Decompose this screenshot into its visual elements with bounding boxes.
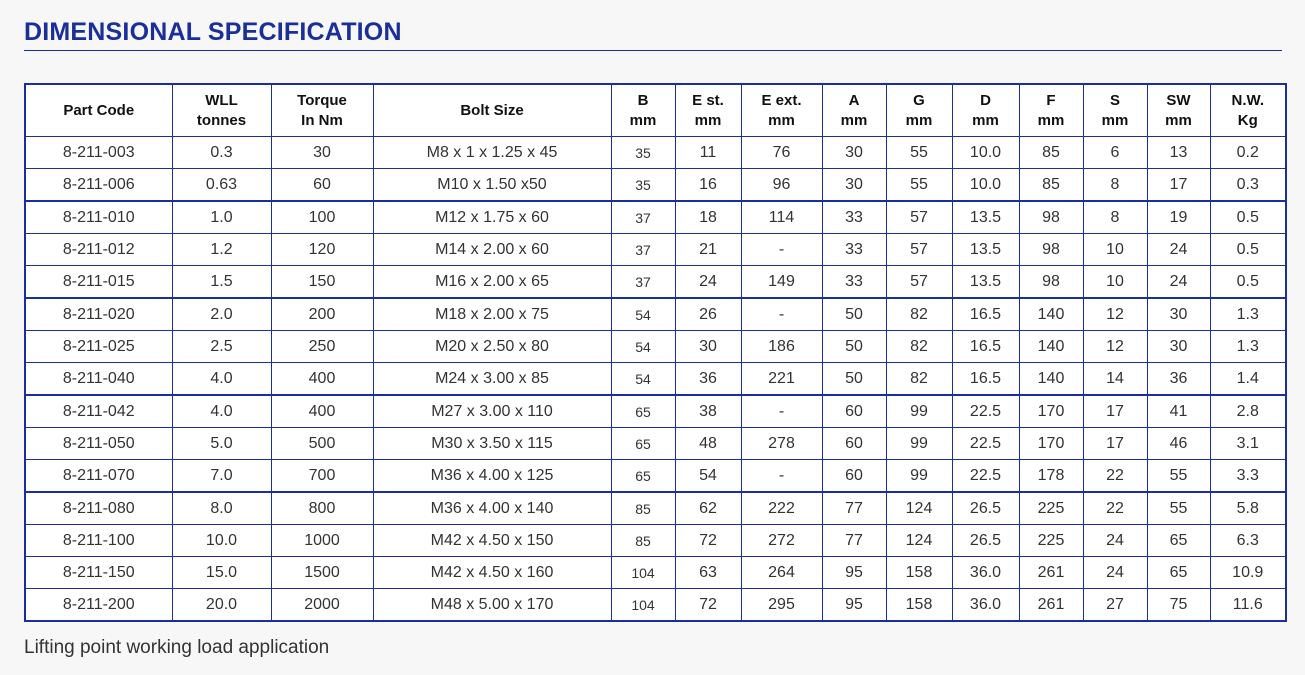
table-cell: 10.0 xyxy=(952,169,1019,202)
table-cell: 700 xyxy=(271,460,373,493)
table-cell: 10.0 xyxy=(172,525,271,557)
table-cell: 10.9 xyxy=(1210,557,1286,589)
table-cell: 13.5 xyxy=(952,234,1019,266)
table-cell: 124 xyxy=(886,525,952,557)
table-cell: 76 xyxy=(741,137,822,169)
column-header-label: Torque xyxy=(297,91,347,109)
table-cell: 8-211-012 xyxy=(25,234,172,266)
table-cell: 1000 xyxy=(271,525,373,557)
table-cell: - xyxy=(741,460,822,493)
column-header-label: S xyxy=(1109,91,1120,109)
column-header xyxy=(611,84,675,137)
column-header-unit: mm xyxy=(972,111,999,129)
table-cell: 8-211-100 xyxy=(25,525,172,557)
column-header-label: SW xyxy=(1166,91,1191,109)
table-cell: 149 xyxy=(741,266,822,299)
table-cell: 85 xyxy=(611,525,675,557)
column-header-label: A xyxy=(848,91,860,109)
table-cell: 124 xyxy=(886,492,952,525)
table-cell: 8 xyxy=(1083,201,1147,234)
table-cell: 225 xyxy=(1019,525,1083,557)
table-cell: 26.5 xyxy=(952,492,1019,525)
table-cell: 85 xyxy=(1019,137,1083,169)
table-cell: 104 xyxy=(611,589,675,622)
table-cell: M36 x 4.00 x 125 xyxy=(373,460,611,493)
table-cell: M8 x 1 x 1.25 x 45 xyxy=(373,137,611,169)
table-cell: 17 xyxy=(1083,395,1147,428)
table-cell: 19 xyxy=(1147,201,1210,234)
table-cell: 140 xyxy=(1019,363,1083,396)
table-cell: 186 xyxy=(741,331,822,363)
column-header-label: N.W. xyxy=(1231,91,1264,109)
table-cell: M18 x 2.00 x 75 xyxy=(373,298,611,331)
column-header-label: E ext. xyxy=(761,91,802,109)
table-cell: 65 xyxy=(611,460,675,493)
column-header-unit: mm xyxy=(694,111,722,129)
table-cell: 16.5 xyxy=(952,298,1019,331)
table-cell: 85 xyxy=(611,492,675,525)
table-cell: 104 xyxy=(611,557,675,589)
table-cell: 2.5 xyxy=(172,331,271,363)
column-header xyxy=(741,84,822,137)
title-divider xyxy=(24,50,1282,51)
table-cell: 54 xyxy=(675,460,741,493)
column-header-unit: Kg xyxy=(1237,111,1258,129)
column-header-label: Part Code xyxy=(63,101,135,119)
table-cell: - xyxy=(741,395,822,428)
table-cell: M30 x 3.50 x 115 xyxy=(373,428,611,460)
table-cell: 24 xyxy=(675,266,741,299)
table-cell: 8-211-010 xyxy=(25,201,172,234)
table-cell: 150 xyxy=(271,266,373,299)
table-cell: 30 xyxy=(271,137,373,169)
table-row xyxy=(25,460,1286,493)
table-cell: 72 xyxy=(675,525,741,557)
column-header-label: G xyxy=(913,91,925,109)
table-cell: 261 xyxy=(1019,557,1083,589)
column-header xyxy=(373,84,611,137)
table-cell: 33 xyxy=(822,201,886,234)
table-cell: 22.5 xyxy=(952,428,1019,460)
table-cell: 10 xyxy=(1083,266,1147,299)
column-header xyxy=(1083,84,1147,137)
table-cell: 8-211-070 xyxy=(25,460,172,493)
table-cell: 36.0 xyxy=(952,589,1019,622)
table-cell: 8-211-200 xyxy=(25,589,172,622)
table-cell: 16 xyxy=(675,169,741,202)
table-cell: 5.8 xyxy=(1210,492,1286,525)
table-cell: 62 xyxy=(675,492,741,525)
table-cell: - xyxy=(741,298,822,331)
table-cell: 99 xyxy=(886,428,952,460)
table-row xyxy=(25,525,1286,557)
table-cell: 1.3 xyxy=(1210,331,1286,363)
table-cell: 26 xyxy=(675,298,741,331)
table-cell: 261 xyxy=(1019,589,1083,622)
table-cell: 5.0 xyxy=(172,428,271,460)
table-cell: - xyxy=(741,234,822,266)
table-cell: 36.0 xyxy=(952,557,1019,589)
table-cell: 1500 xyxy=(271,557,373,589)
table-cell: 8-211-006 xyxy=(25,169,172,202)
table-cell: 14 xyxy=(1083,363,1147,396)
table-cell: M16 x 2.00 x 65 xyxy=(373,266,611,299)
table-row xyxy=(25,234,1286,266)
footer-note: Lifting point working load application xyxy=(24,637,330,658)
table-cell: M12 x 1.75 x 60 xyxy=(373,201,611,234)
column-header xyxy=(1019,84,1083,137)
table-cell: 30 xyxy=(1147,331,1210,363)
table-cell: 120 xyxy=(271,234,373,266)
column-header xyxy=(172,84,271,137)
table-cell: 96 xyxy=(741,169,822,202)
table-cell: 3.3 xyxy=(1210,460,1286,493)
table-cell: 12 xyxy=(1083,298,1147,331)
table-cell: 24 xyxy=(1147,234,1210,266)
column-header-unit: mm xyxy=(768,111,795,129)
table-cell: M14 x 2.00 x 60 xyxy=(373,234,611,266)
table-cell: 170 xyxy=(1019,428,1083,460)
table-cell: M10 x 1.50 x50 xyxy=(373,169,611,202)
table-cell: 20.0 xyxy=(172,589,271,622)
table-cell: 0.3 xyxy=(1210,169,1286,202)
table-row xyxy=(25,137,1286,169)
table-cell: 8-211-040 xyxy=(25,363,172,396)
table-cell: 99 xyxy=(886,460,952,493)
table-cell: 4.0 xyxy=(172,395,271,428)
table-cell: 2.8 xyxy=(1210,395,1286,428)
table-cell: 35 xyxy=(611,137,675,169)
table-cell: 114 xyxy=(741,201,822,234)
table-cell: 46 xyxy=(1147,428,1210,460)
column-header xyxy=(1147,84,1210,137)
table-cell: 54 xyxy=(611,298,675,331)
table-cell: 16.5 xyxy=(952,363,1019,396)
column-header-unit: mm xyxy=(1165,111,1192,129)
table-cell: 50 xyxy=(822,298,886,331)
column-header-unit: mm xyxy=(1101,111,1129,129)
table-cell: 55 xyxy=(1147,492,1210,525)
table-cell: 17 xyxy=(1083,428,1147,460)
table-cell: M48 x 5.00 x 170 xyxy=(373,589,611,622)
table-cell: 8-211-150 xyxy=(25,557,172,589)
table-cell: 82 xyxy=(886,298,952,331)
table-cell: M36 x 4.00 x 140 xyxy=(373,492,611,525)
column-header-unit: tonnes xyxy=(196,111,247,129)
table-row xyxy=(25,428,1286,460)
table-cell: 1.0 xyxy=(172,201,271,234)
table-cell: 37 xyxy=(611,266,675,299)
table-row xyxy=(25,298,1286,331)
table-cell: 0.5 xyxy=(1210,201,1286,234)
table-cell: 55 xyxy=(886,169,952,202)
table-cell: 15.0 xyxy=(172,557,271,589)
table-row xyxy=(25,331,1286,363)
table-cell: 77 xyxy=(822,492,886,525)
table-cell: 35 xyxy=(611,169,675,202)
table-cell: 250 xyxy=(271,331,373,363)
table-cell: 65 xyxy=(611,395,675,428)
table-cell: 95 xyxy=(822,589,886,622)
table-row xyxy=(25,363,1286,396)
table-cell: 72 xyxy=(675,589,741,622)
table-cell: 24 xyxy=(1083,557,1147,589)
table-cell: 36 xyxy=(675,363,741,396)
table-cell: 50 xyxy=(822,331,886,363)
table-cell: 98 xyxy=(1019,201,1083,234)
table-cell: 55 xyxy=(1147,460,1210,493)
table-cell: 65 xyxy=(1147,525,1210,557)
table-cell: 8.0 xyxy=(172,492,271,525)
table-cell: 55 xyxy=(886,137,952,169)
table-cell: 60 xyxy=(822,460,886,493)
table-cell: 63 xyxy=(675,557,741,589)
table-cell: M42 x 4.50 x 160 xyxy=(373,557,611,589)
table-cell: 500 xyxy=(271,428,373,460)
table-cell: 36 xyxy=(1147,363,1210,396)
table-cell: 4.0 xyxy=(172,363,271,396)
table-cell: 0.2 xyxy=(1210,137,1286,169)
table-cell: 54 xyxy=(611,363,675,396)
table-cell: 8-211-050 xyxy=(25,428,172,460)
table-cell: 272 xyxy=(741,525,822,557)
table-cell: 60 xyxy=(822,395,886,428)
table-cell: 57 xyxy=(886,266,952,299)
table-cell: 140 xyxy=(1019,331,1083,363)
table-cell: 24 xyxy=(1083,525,1147,557)
column-header-label: B xyxy=(637,91,649,109)
table-row xyxy=(25,266,1286,299)
table-cell: 8-211-003 xyxy=(25,137,172,169)
table-cell: 24 xyxy=(1147,266,1210,299)
table-cell: 50 xyxy=(822,363,886,396)
table-cell: 11 xyxy=(675,137,741,169)
table-cell: 400 xyxy=(271,363,373,396)
table-cell: 22.5 xyxy=(952,395,1019,428)
table-cell: 60 xyxy=(271,169,373,202)
table-cell: 95 xyxy=(822,557,886,589)
column-header-unit: mm xyxy=(905,111,933,129)
table-cell: 178 xyxy=(1019,460,1083,493)
column-header xyxy=(675,84,741,137)
table-cell: 22 xyxy=(1083,492,1147,525)
table-cell: 17 xyxy=(1147,169,1210,202)
table-cell: 1.2 xyxy=(172,234,271,266)
table-cell: 48 xyxy=(675,428,741,460)
table-cell: 77 xyxy=(822,525,886,557)
table-cell: 6.3 xyxy=(1210,525,1286,557)
table-row xyxy=(25,492,1286,525)
table-cell: 6 xyxy=(1083,137,1147,169)
table-cell: 85 xyxy=(1019,169,1083,202)
table-cell: 0.63 xyxy=(172,169,271,202)
table-cell: 7.0 xyxy=(172,460,271,493)
column-header xyxy=(886,84,952,137)
table-cell: 13.5 xyxy=(952,266,1019,299)
column-header-label: E st. xyxy=(692,91,724,109)
table-cell: 30 xyxy=(822,137,886,169)
table-row xyxy=(25,557,1286,589)
table-cell: 27 xyxy=(1083,589,1147,622)
table-cell: 200 xyxy=(271,298,373,331)
table-cell: 8-211-015 xyxy=(25,266,172,299)
column-header xyxy=(822,84,886,137)
table-cell: 3.1 xyxy=(1210,428,1286,460)
table-row xyxy=(25,169,1286,202)
table-cell: 140 xyxy=(1019,298,1083,331)
table-cell: 222 xyxy=(741,492,822,525)
table-cell: 13 xyxy=(1147,137,1210,169)
table-cell: 16.5 xyxy=(952,331,1019,363)
table-cell: M42 x 4.50 x 150 xyxy=(373,525,611,557)
table-cell: 8-211-080 xyxy=(25,492,172,525)
table-cell: 60 xyxy=(822,428,886,460)
table-cell: 26.5 xyxy=(952,525,1019,557)
table-cell: 0.3 xyxy=(172,137,271,169)
table-cell: 158 xyxy=(886,589,952,622)
table-cell: 8-211-042 xyxy=(25,395,172,428)
table-cell: 2.0 xyxy=(172,298,271,331)
dimensional-spec-table xyxy=(24,83,1287,622)
table-cell: 82 xyxy=(886,331,952,363)
column-header-unit: mm xyxy=(629,111,657,129)
table-cell: 54 xyxy=(611,331,675,363)
table-cell: 400 xyxy=(271,395,373,428)
table-cell: 225 xyxy=(1019,492,1083,525)
table-cell: 8 xyxy=(1083,169,1147,202)
table-cell: 30 xyxy=(675,331,741,363)
table-cell: 0.5 xyxy=(1210,234,1286,266)
table-cell: 99 xyxy=(886,395,952,428)
table-row xyxy=(25,201,1286,234)
table-cell: 33 xyxy=(822,266,886,299)
table-cell: M24 x 3.00 x 85 xyxy=(373,363,611,396)
column-header xyxy=(1210,84,1286,137)
table-cell: 100 xyxy=(271,201,373,234)
table-row xyxy=(25,589,1286,622)
column-header-unit: mm xyxy=(840,111,868,129)
table-cell: 1.4 xyxy=(1210,363,1286,396)
column-header-label: Bolt Size xyxy=(460,101,524,119)
page-title: DIMENSIONAL SPECIFICATION xyxy=(24,18,402,46)
table-cell: M20 x 2.50 x 80 xyxy=(373,331,611,363)
table-cell: 11.6 xyxy=(1210,589,1286,622)
table-cell: 57 xyxy=(886,201,952,234)
table-cell: 75 xyxy=(1147,589,1210,622)
table-cell: 264 xyxy=(741,557,822,589)
table-cell: 33 xyxy=(822,234,886,266)
table-cell: 22 xyxy=(1083,460,1147,493)
table-cell: 82 xyxy=(886,363,952,396)
table-cell: 295 xyxy=(741,589,822,622)
column-header xyxy=(25,84,172,137)
column-header-unit: In Nm xyxy=(301,111,343,129)
table-cell: 30 xyxy=(822,169,886,202)
table-cell: 170 xyxy=(1019,395,1083,428)
table-cell: 8-211-020 xyxy=(25,298,172,331)
column-header-unit: mm xyxy=(1037,111,1065,129)
table-cell: 1.3 xyxy=(1210,298,1286,331)
table-header-row xyxy=(25,84,1286,137)
table-cell: 41 xyxy=(1147,395,1210,428)
table-row xyxy=(25,395,1286,428)
column-header xyxy=(271,84,373,137)
table-cell: 57 xyxy=(886,234,952,266)
table-cell: 21 xyxy=(675,234,741,266)
table-cell: 65 xyxy=(1147,557,1210,589)
table-cell: 37 xyxy=(611,234,675,266)
table-cell: 30 xyxy=(1147,298,1210,331)
table-cell: 98 xyxy=(1019,234,1083,266)
column-header xyxy=(952,84,1019,137)
table-cell: 10.0 xyxy=(952,137,1019,169)
table-body xyxy=(25,137,1286,622)
table-cell: 13.5 xyxy=(952,201,1019,234)
table-cell: 22.5 xyxy=(952,460,1019,493)
table-cell: 221 xyxy=(741,363,822,396)
table-cell: 800 xyxy=(271,492,373,525)
table-cell: 12 xyxy=(1083,331,1147,363)
table-cell: 2000 xyxy=(271,589,373,622)
table-cell: 98 xyxy=(1019,266,1083,299)
table-cell: M27 x 3.00 x 110 xyxy=(373,395,611,428)
table-cell: 278 xyxy=(741,428,822,460)
column-header-label: D xyxy=(980,91,991,109)
table-cell: 1.5 xyxy=(172,266,271,299)
table-cell: 158 xyxy=(886,557,952,589)
column-header-label: F xyxy=(1046,91,1056,109)
table-cell: 38 xyxy=(675,395,741,428)
table-cell: 10 xyxy=(1083,234,1147,266)
table-cell: 37 xyxy=(611,201,675,234)
table-cell: 18 xyxy=(675,201,741,234)
column-header-label: WLL xyxy=(205,91,238,109)
table-cell: 65 xyxy=(611,428,675,460)
table-cell: 0.5 xyxy=(1210,266,1286,299)
table-cell: 8-211-025 xyxy=(25,331,172,363)
